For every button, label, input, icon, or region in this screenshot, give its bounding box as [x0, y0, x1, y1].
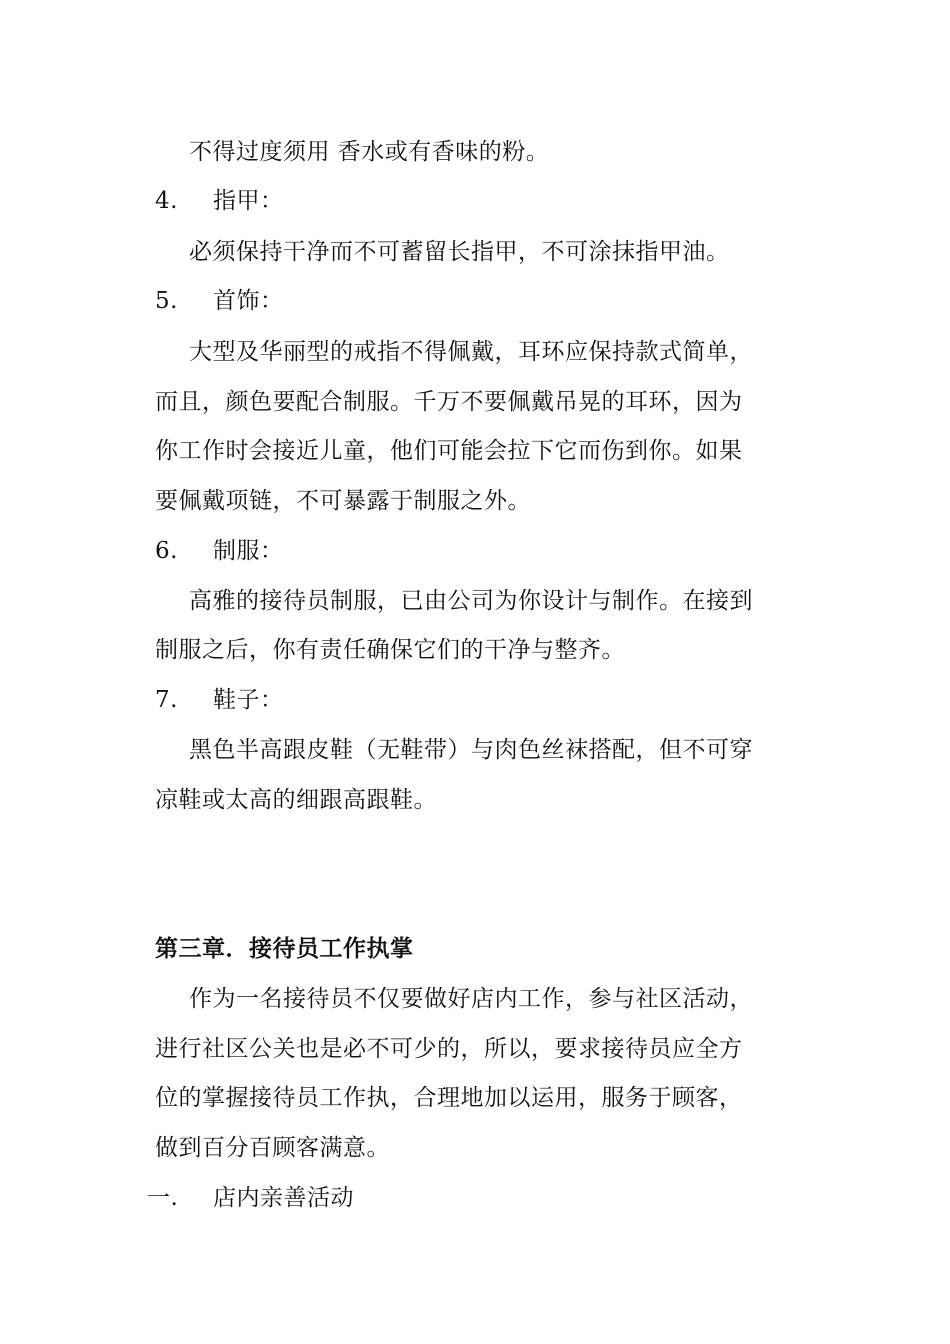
item-number: 7.: [155, 687, 178, 713]
section-item-uniform: [155, 536, 284, 566]
item-label: 制服：: [213, 538, 284, 564]
text-line: 做到百分百顾客满意。: [155, 1135, 390, 1161]
text-line: 不得过度须用 香水或有香味的粉。: [189, 139, 550, 165]
chapter-heading: 第三章．接待员工作执掌: [155, 936, 414, 962]
item-number: 5.: [155, 288, 178, 314]
text-line: 进行社区公关也是必不可少的，所以，要求接待员应全方: [155, 1036, 743, 1062]
text-line: 作为一名接待员不仅要做好店内工作，参与社区活动，: [189, 986, 753, 1012]
item-number: 一.: [147, 1185, 179, 1211]
item-number: 6.: [155, 538, 178, 564]
text-line: 高雅的接待员制服，已由公司为你设计与制作。在接到: [189, 588, 753, 614]
item-label: 指甲：: [213, 188, 284, 214]
text-line: 凉鞋或太高的细跟高跟鞋。: [155, 787, 437, 813]
section-item-jewelry: [155, 286, 284, 316]
text-line: 要佩戴项链，不可暴露于制服之外。: [155, 488, 531, 514]
text-line: 你工作时会接近儿童，他们可能会拉下它而伤到你。如果: [155, 438, 743, 464]
text-line: 黑色半高跟皮鞋（无鞋带）与肉色丝袜搭配，但不可穿: [189, 737, 753, 763]
item-number: 4.: [155, 188, 178, 214]
item-label: 店内亲善活动: [213, 1185, 354, 1211]
item-label: 首饰：: [213, 288, 284, 314]
text-line: 必须保持干净而不可蓄留长指甲，不可涂抹指甲油。: [189, 239, 730, 265]
text-line: 而且，颜色要配合制服。千万不要佩戴吊晃的耳环，因为: [155, 389, 743, 415]
text-line: 制服之后，你有责任确保它们的干净与整齐。: [155, 637, 625, 663]
section-item-shoes: [155, 685, 284, 715]
text-line: 大型及华丽型的戒指不得佩戴，耳环应保持款式简单，: [189, 339, 753, 365]
section-item-nails: [155, 186, 284, 216]
item-label: 鞋子：: [213, 687, 284, 713]
section-item-in-store-activities: [147, 1183, 354, 1213]
text-line: 位的掌握接待员工作执，合理地加以运用，服务于顾客，: [155, 1085, 743, 1111]
